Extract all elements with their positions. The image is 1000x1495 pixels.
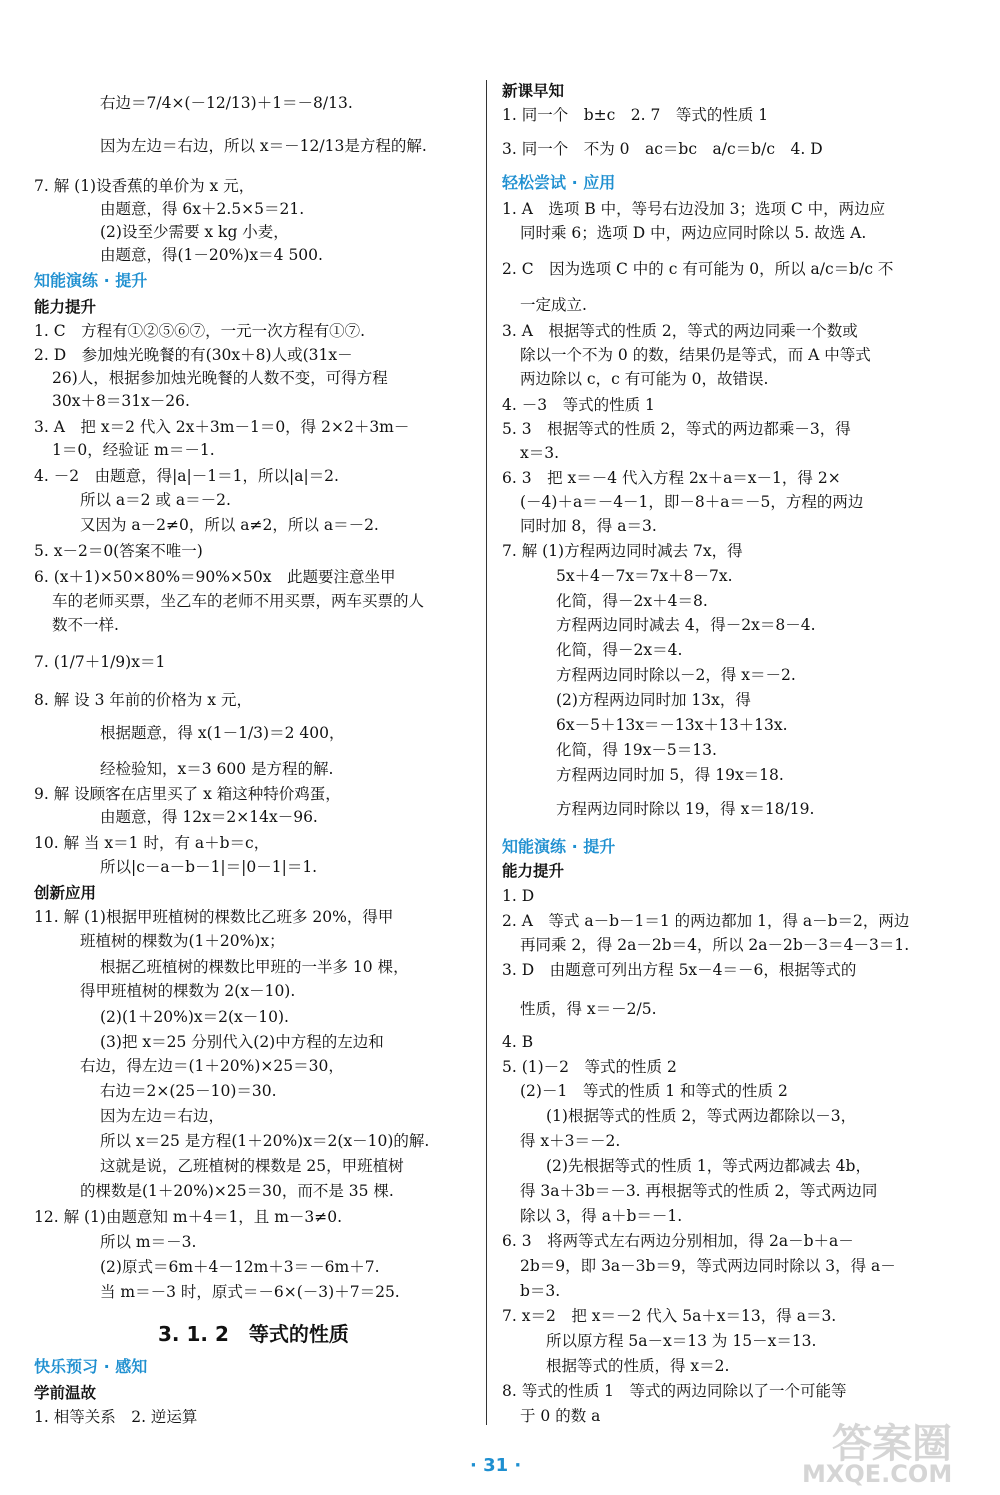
- answer-line: 化简，得 19x－5＝13.: [556, 741, 717, 759]
- answer-line: 8. 解 设 3 年前的价格为 x 元，: [34, 691, 252, 709]
- answer-line: 两边除以 c，c 有可能为 0，故错误.: [520, 370, 769, 388]
- answer-line: 由题意，得 12x＝2×14x－96.: [100, 808, 318, 826]
- answer-line: 1. 同一个 b±c 2. 7 等式的性质 1: [502, 106, 769, 124]
- answer-line: 又因为 a－2≠0，所以 a≠2，所以 a＝－2.: [80, 516, 379, 534]
- answer-line: 2. C 因为选项 C 中的 c 有可能为 0，所以 a/c＝b/c 不: [502, 260, 894, 278]
- answer-line: (1)根据等式的性质 2，等式两边都除以－3，: [546, 1107, 857, 1125]
- answer-line: 5x＋4－7x＝7x＋8－7x.: [556, 567, 733, 585]
- answer-line: 方程两边同时除以－2，得 x＝－2.: [556, 666, 796, 684]
- answer-line: 7. (1/7＋1/9)x＝1: [34, 653, 166, 671]
- answer-line: 所以|c－a－b－1|＝|0－1|＝1.: [100, 858, 318, 876]
- answer-line: 方程两边同时加 5，得 19x＝18.: [556, 766, 784, 784]
- answer-line: 3. A 把 x＝2 代入 2x＋3m－1＝0，得 2×2＋3m－: [34, 418, 410, 436]
- subsection-heading: 能力提升: [502, 862, 565, 880]
- answer-line: 5. x－2＝0(答案不唯一): [34, 542, 203, 560]
- subsection-heading: 能力提升: [34, 298, 97, 316]
- answer-line: 4. B: [502, 1033, 534, 1051]
- answer-line: 根据题意，得 x(1－1/3)＝2 400，: [100, 724, 345, 742]
- answer-line: 化简，得－2x＋4＝8.: [556, 592, 708, 610]
- watermark-text: 答案圈: [832, 1421, 952, 1467]
- answer-line: 数不一样.: [52, 616, 119, 634]
- answer-line: x＝3.: [520, 444, 560, 462]
- answer-line: 由题意，得(1－20%)x＝4 500.: [100, 246, 323, 264]
- answer-line: 得 3a＋3b＝－3. 再根据等式的性质 2，等式两边同: [520, 1182, 878, 1200]
- answer-line: 右边，得左边＝(1＋20%)×25＝30，: [80, 1057, 344, 1075]
- answer-line: (2)设至少需要 x kg 小麦，: [100, 223, 289, 241]
- answer-line: 3. A 根据等式的性质 2，等式的两边同乘一个数或: [502, 322, 858, 340]
- answer-line: 6. (x＋1)×50×80%＝90%×50x 此题要注意坐甲: [34, 568, 396, 586]
- section-heading: 知能演练 · 提升: [34, 271, 148, 290]
- subsection-heading: 新课早知: [502, 82, 565, 100]
- answer-line: 4. －2 由题意，得|a|－1＝1，所以|a|＝2.: [34, 467, 339, 485]
- answer-line: (2)(1＋20%)x＝2(x－10).: [100, 1008, 289, 1026]
- answer-line: 1. 相等关系 2. 逆运算: [34, 1408, 198, 1426]
- answer-line: 的棵数是(1＋20%)×25＝30，而不是 35 棵.: [80, 1182, 394, 1200]
- answer-line: 得 x＋3＝－2.: [520, 1132, 621, 1150]
- answer-line: 5. (1)－2 等式的性质 2: [502, 1058, 677, 1076]
- answer-line: 1. C 方程有①②⑤⑥⑦，一元一次方程有①⑦.: [34, 322, 366, 340]
- answer-line: 这就是说，乙班植树的棵数是 25，甲班植树: [100, 1157, 404, 1175]
- answer-line: (2)原式＝6m＋4－12m＋3＝－6m＋7.: [100, 1258, 380, 1276]
- answer-line: 8. 等式的性质 1 等式的两边同除以了一个可能等: [502, 1382, 847, 1400]
- answer-line: 由题意，得 6x＋2.5×5＝21.: [100, 200, 305, 218]
- answer-line: 方程两边同时除以 19，得 x＝18/19.: [556, 800, 815, 818]
- section-heading: 快乐预习 · 感知: [34, 1357, 148, 1376]
- section-heading: 轻松尝试 · 应用: [502, 173, 616, 192]
- page-number: · 31 ·: [470, 1455, 522, 1476]
- answer-line: 除以一个不为 0 的数，结果仍是等式，而 A 中等式: [520, 346, 871, 364]
- answer-line: 根据等式的性质，得 x＝2.: [546, 1357, 730, 1375]
- answer-line: 同时加 8，得 a＝3.: [520, 517, 657, 535]
- answer-line: 当 m＝－3 时，原式＝－6×(－3)＋7＝25.: [100, 1283, 400, 1301]
- answer-line: 所以 m＝－3.: [100, 1233, 197, 1251]
- answer-line: 所以 a＝2 或 a＝－2.: [80, 491, 231, 509]
- answer-line: 7. x＝2 把 x＝－2 代入 5a＋x＝13，得 a＝3.: [502, 1307, 837, 1325]
- answer-line: 所以原方程 5a－x＝13 为 15－x＝13.: [546, 1332, 817, 1350]
- answer-line: 方程两边同时减去 4，得－2x＝8－4.: [556, 616, 816, 634]
- answer-line: (3)把 x＝25 分别代入(2)中方程的左边和: [100, 1033, 384, 1051]
- answer-line: 再同乘 2，得 2a－2b＝4，所以 2a－2b－3＝4－3＝1.: [520, 936, 910, 954]
- watermark-url: MXQE.COM: [802, 1460, 953, 1488]
- answer-line: 因为左边＝右边，所以 x＝－12/13是方程的解.: [100, 137, 427, 155]
- answer-line: (2)方程两边同时加 13x，得: [556, 691, 751, 709]
- answer-line: 12. 解 (1)由题意知 m＋4＝1，且 m－3≠0.: [34, 1208, 343, 1226]
- answer-line: (2)－1 等式的性质 1 和等式的性质 2: [520, 1082, 788, 1100]
- answer-line: b＝3.: [520, 1282, 561, 1300]
- answer-line: 性质，得 x＝－2/5.: [520, 1000, 657, 1018]
- answer-line: 5. 3 根据等式的性质 2，等式的两边都乘－3，得: [502, 420, 851, 438]
- answer-line: 30x＋8＝31x－26.: [52, 392, 190, 410]
- column-divider: [486, 80, 487, 1425]
- answer-line: (2)先根据等式的性质 1，等式两边都减去 4b，: [546, 1157, 871, 1175]
- answer-line: 根据乙班植树的棵数比甲班的一半多 10 棵，: [100, 958, 409, 976]
- section-heading: 知能演练 · 提升: [502, 837, 616, 856]
- answer-line: 1. D: [502, 887, 535, 905]
- answer-line: 右边＝7/4×(－12/13)＋1＝－8/13.: [100, 94, 353, 112]
- answer-line: 1. A 选项 B 中，等号右边没加 3；选项 C 中，两边应: [502, 200, 886, 218]
- answer-line: 车的老师买票，坐乙车的老师不用买票，两车买票的人: [52, 592, 425, 610]
- section-title: 3. 1. 2 等式的性质: [158, 1322, 349, 1346]
- watermark-logo: [802, 1412, 992, 1490]
- answer-line: (－4)＋a＝－4－1，即－8＋a＝－5，方程的两边: [520, 493, 864, 511]
- answer-line: 7. 解 (1)设香蕉的单价为 x 元，: [34, 177, 255, 195]
- answer-line: 2b＝9，即 3a－3b＝9，等式两边同时除以 3，得 a－: [520, 1257, 896, 1275]
- answer-line: 11. 解 (1)根据甲班植树的棵数比乙班多 20%，得甲: [34, 908, 394, 926]
- answer-line: 3. 同一个 不为 0 ac＝bc a/c＝b/c 4. D: [502, 140, 823, 158]
- answer-line: 6. 3 把 x＝－4 代入方程 2x＋a＝x－1，得 2×: [502, 469, 841, 487]
- answer-line: 26)人，根据参加烛光晚餐的人数不变，可得方程: [52, 369, 388, 387]
- answer-line: 因为左边＝右边，: [100, 1107, 225, 1125]
- answer-line: 7. 解 (1)方程两边同时减去 7x，得: [502, 542, 743, 560]
- answer-line: 班植树的棵数为(1＋20%)x；: [80, 932, 285, 950]
- answer-line: 右边＝2×(25－10)＝30.: [100, 1082, 277, 1100]
- answer-line: 化简，得－2x＝4.: [556, 641, 683, 659]
- answer-line: 经检验知，x＝3 600 是方程的解.: [100, 760, 334, 778]
- answer-line: 一定成立.: [520, 296, 587, 314]
- answer-line: 6x－5＋13x＝－13x＋13＋13x.: [556, 716, 788, 734]
- answer-line: 同时乘 6；选项 D 中，两边应同时除以 5. 故选 A.: [520, 224, 867, 242]
- subsection-heading: 创新应用: [34, 884, 97, 902]
- answer-line: 除以 3，得 a＋b＝－1.: [520, 1207, 683, 1225]
- subsection-heading: 学前温故: [34, 1384, 97, 1402]
- answer-line: 3. D 由题意可列出方程 5x－4＝－6，根据等式的: [502, 961, 857, 979]
- answer-line: 于 0 的数 a: [520, 1407, 601, 1425]
- answer-line: 所以 x＝25 是方程(1＋20%)x＝2(x－10)的解.: [100, 1132, 430, 1150]
- answer-line: 得甲班植树的棵数为 2(x－10).: [80, 982, 296, 1000]
- answer-line: 2. A 等式 a－b－1＝1 的两边都加 1，得 a－b＝2，两边: [502, 912, 910, 930]
- answer-line: 1＝0，经验证 m＝－1.: [52, 441, 215, 459]
- answer-line: 4. －3 等式的性质 1: [502, 396, 655, 414]
- answer-line: 6. 3 将两等式左右两边分别相加，得 2a－b＋a－: [502, 1232, 854, 1250]
- answer-line: 9. 解 设顾客在店里买了 x 箱这种特价鸡蛋，: [34, 785, 341, 803]
- answer-line: 2. D 参加烛光晚餐的有(30x＋8)人或(31x－: [34, 346, 353, 364]
- answer-line: 10. 解 当 x＝1 时，有 a＋b＝c，: [34, 834, 270, 852]
